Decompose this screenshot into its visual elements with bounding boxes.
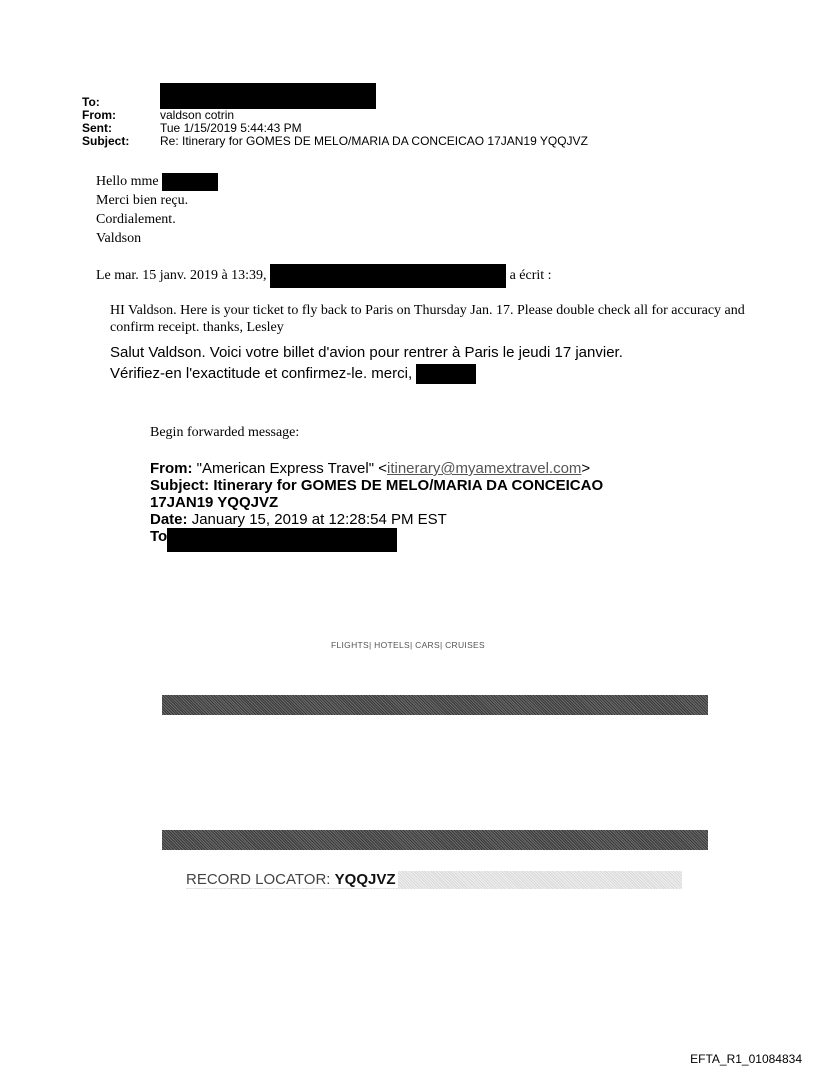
record-locator-label — [186, 871, 398, 888]
quote-intro — [96, 264, 552, 288]
reply-signature: Valdson — [96, 231, 142, 246]
sent-value: Tue 1/15/2019 5:44:43 PM — [160, 121, 302, 135]
quote-intro-suffix: a écrit : — [509, 268, 552, 284]
email-header — [82, 96, 588, 148]
redaction-box — [416, 364, 476, 384]
header-to-row — [82, 96, 588, 109]
redacted-image-band — [162, 830, 708, 850]
record-locator — [186, 871, 682, 889]
reply-line: Merci bien reçu. — [96, 193, 189, 208]
forward-from-name: "American Express Travel" < — [196, 460, 387, 477]
forward-to-line — [150, 528, 640, 552]
forward-date-label: Date: — [150, 511, 188, 528]
forward-subject-line — [150, 477, 640, 511]
forward-from-email-link[interactable]: itinerary@myamextravel.com — [386, 460, 582, 477]
quoted-french-line: Salut Valdson. Voici votre billet d'avion pour rentrer à Paris le jeudi 17 janvier. — [110, 344, 623, 361]
to-label: To: — [82, 95, 100, 109]
quoted-message — [110, 302, 750, 384]
forward-subject-label: Subject: — [150, 477, 210, 494]
forward-from-close: > — [581, 460, 591, 477]
forward-from-line — [150, 460, 640, 477]
header-subject-row — [82, 135, 588, 148]
forward-to-label: To — [150, 528, 168, 545]
forward-subject-value: Itinerary for GOMES DE MELO/MARIA DA CONCEICAO 17JAN19 YQQJVZ — [150, 477, 604, 511]
amex-nav-links: FLIGHTS| HOTELS| CARS| CRUISES — [330, 640, 485, 650]
document-id: EFTA_R1_01084834 — [690, 1052, 802, 1066]
redaction-box — [167, 528, 397, 552]
subject-value: Re: Itinerary for GOMES DE MELO/MARIA DA CONCEICAO 17JAN19 YQQJVZ — [160, 134, 588, 148]
redaction-box — [162, 173, 218, 191]
reply-body — [96, 172, 218, 248]
reply-greeting-line — [96, 172, 218, 191]
subject-label: Subject: — [82, 134, 130, 148]
sent-label: Sent: — [82, 121, 112, 135]
forwarded-message — [150, 424, 640, 552]
forward-meta — [150, 460, 640, 552]
from-label: From: — [82, 108, 116, 122]
from-value: valdson cotrin — [160, 108, 235, 122]
reply-greeting: Hello mme — [96, 174, 159, 189]
record-locator-value: YQQJVZ — [334, 871, 396, 888]
record-locator-label-text: RECORD LOCATOR: — [186, 871, 335, 888]
forward-date-value: January 15, 2019 at 12:28:54 PM EST — [191, 511, 447, 528]
redaction-box — [160, 83, 376, 109]
header-from-row — [82, 109, 588, 122]
forward-begin: Begin forwarded message: — [150, 425, 300, 440]
quoted-french-line-2 — [110, 363, 750, 384]
quoted-french — [110, 342, 750, 384]
reply-line: Cordialement. — [96, 212, 176, 227]
forward-from-label: From: — [150, 460, 193, 477]
quote-intro-prefix: Le mar. 15 janv. 2019 à 13:39, — [96, 268, 267, 284]
quoted-french-text: Vérifiez-en l'exactitude et confirmez-le. merci, — [110, 365, 413, 382]
quoted-english: HI Valdson. Here is your ticket to fly back to Paris on Thursday Jan. 17. Please double check all for accuracy and confirm receipt. thanks, Lesley — [110, 303, 745, 335]
redaction-box — [270, 264, 506, 288]
forward-date-line — [150, 511, 640, 528]
redacted-image-band — [162, 695, 708, 715]
